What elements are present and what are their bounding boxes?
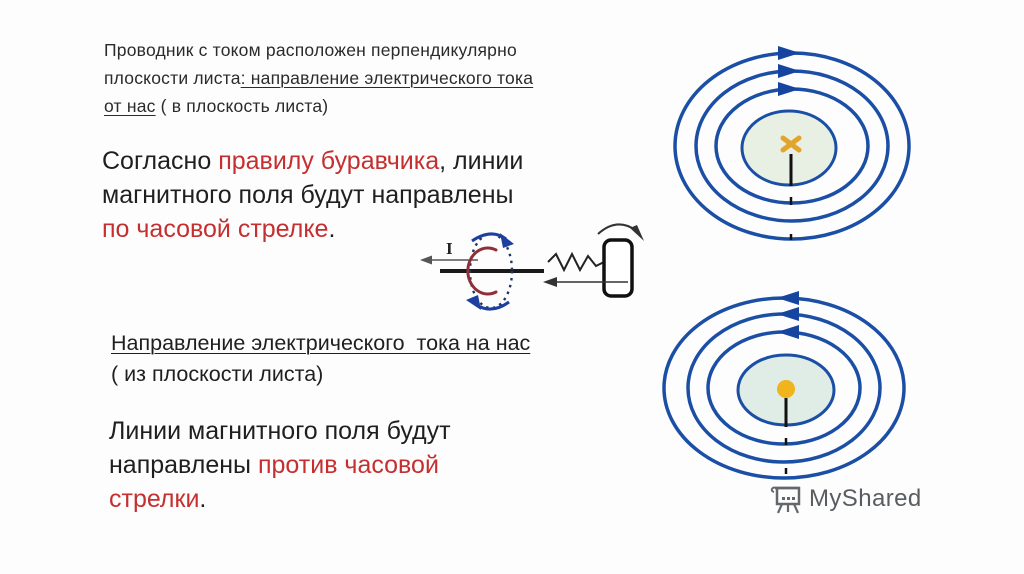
underlined-text: от нас [104,96,156,116]
paragraph-current-out-of-page [111,328,671,390]
paragraph-counterclockwise [109,414,669,516]
handle-rotation-arrowhead-icon [630,225,644,241]
text-line: ( из плоскости листа) [111,362,324,386]
highlighted-text: стрелки [109,485,200,513]
gimlet-rule-diagram [416,220,666,322]
highlighted-text: против часовой [257,451,439,479]
clockwise-arrowhead-icon [778,46,800,60]
text-line: Проводник с током расположен перпендикулярно [104,40,517,60]
text-line: магнитного поля будут направлены [102,181,514,209]
text-line: . [199,485,207,513]
screw-thread-zigzag [548,254,604,270]
highlighted-text: по часовой стрелке [102,215,329,243]
counterclockwise-arrowhead-icon [777,325,799,339]
clockwise-arrowhead-icon [778,82,800,96]
text-line: . [328,215,336,243]
counterclockwise-arrowhead-icon [777,291,799,305]
text-line: Согласно [102,147,219,175]
text-line: ( в плоскость листа) [155,96,329,116]
underlined-text: Направление электрического тока на нас [111,331,531,355]
paragraph-conductor-into-page [104,36,664,120]
current-out-of-page-icon [777,380,795,398]
text-line: Линии магнитного поля будут [109,417,451,445]
current-arrowhead-icon [420,256,432,265]
watermark [770,484,922,514]
screw-advance-arrowhead-icon [543,277,557,287]
current-label: I [446,239,453,258]
underlined-text: : направление электрического тока [240,68,534,88]
field-lines-diagram-into-page [658,38,926,252]
myshared-flipchart-icon [770,484,804,514]
rotation-arrowhead-icon [466,295,481,310]
watermark-label: MyShared [809,485,922,512]
highlighted-text: правилу буравчика [218,147,440,175]
rotation-arrowhead-icon [500,233,514,248]
field-lines-diagram-out-of-page [653,290,919,490]
text-line: , линии [439,147,524,175]
counterclockwise-arrowhead-icon [777,307,799,321]
text-line: направлены [109,451,258,479]
text-line: плоскости листа [104,68,241,88]
clockwise-arrowhead-icon [778,64,800,78]
gimlet-handle [604,240,632,296]
